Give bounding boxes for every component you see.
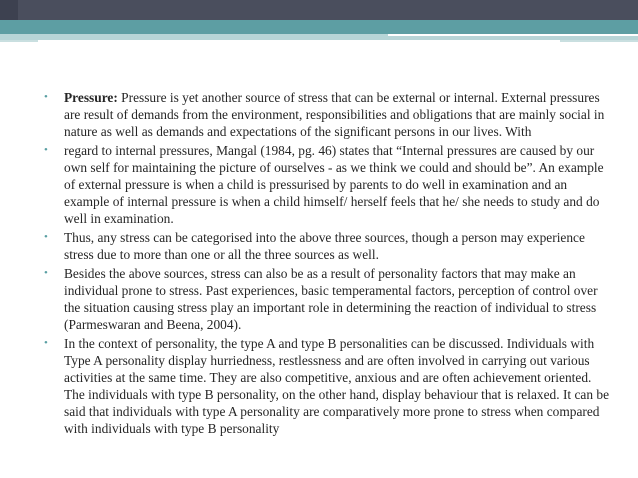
bullet-text: Pressure is yet another source of stress that can be external or internal. External pressures are result of demands from the environment, responsibilities and obligations that are mainly social in nature as well as demands and expectations of the significant persons in our lives. With <box>64 90 605 140</box>
bullet-item-personality-factors <box>42 265 610 333</box>
bullet-icon: • <box>44 336 48 349</box>
bullet-item-pressure <box>42 89 610 140</box>
header-divider-line <box>388 34 638 36</box>
bullet-text: Besides the above sources, stress can also be as a result of personality factors that may make an individual prone to stress. Past experiences, basic temperamental factors, perception of control over the situation causing stress play an important role in determining the reaction of individual to stress (Parmeswaran and Beena, 2004). <box>64 265 598 332</box>
bullet-item-three-sources <box>42 229 610 263</box>
bullet-icon: • <box>44 230 48 243</box>
header-divider-line <box>0 40 38 42</box>
slide-body <box>42 89 610 439</box>
bullet-text: Thus, any stress can be categorised into the above three sources, though a person may experience stress due to more than one or all the three sources as well. <box>64 229 585 263</box>
header-dark-band <box>0 0 638 20</box>
bullet-item-type-a-b <box>42 335 610 438</box>
bullet-text: In the context of personality, the type A and type B personalities can be discussed. Individuals with Type A personality display hurriedness, restlessness and are often involved in carrying out various activities at the same time. They are also competitive, anxious and are often achievement oriented. The individuals with type B personality, on the other hand, display behaviour that is relaxed. It can be said that individuals with type A personality are comparatively more prone to stress when compared with individuals with type B personality <box>64 335 610 437</box>
header-divider-line <box>560 40 638 42</box>
header-dark-accent <box>0 0 18 20</box>
bullet-item-internal-pressures <box>42 142 610 227</box>
bullet-text: regard to internal pressures, Mangal (1984, pg. 46) states that “Internal pressures are caused by our own self for maintaining the picture of ourselves - as we think we could and should be”. An example of external pressure is when a child is pressurised by parents to do well in examination and an example of internal pressure is when a child himself/ herself feels that he/ she needs to study and do well in examination. <box>64 142 604 227</box>
bullet-icon: • <box>44 266 48 279</box>
header-teal-band <box>0 20 638 34</box>
bullet-icon: • <box>44 91 48 103</box>
bullet-lead-term: Pressure: <box>64 90 118 105</box>
slide-header-banner <box>0 0 638 48</box>
bullet-list <box>42 89 610 437</box>
bullet-icon: • <box>44 143 48 156</box>
